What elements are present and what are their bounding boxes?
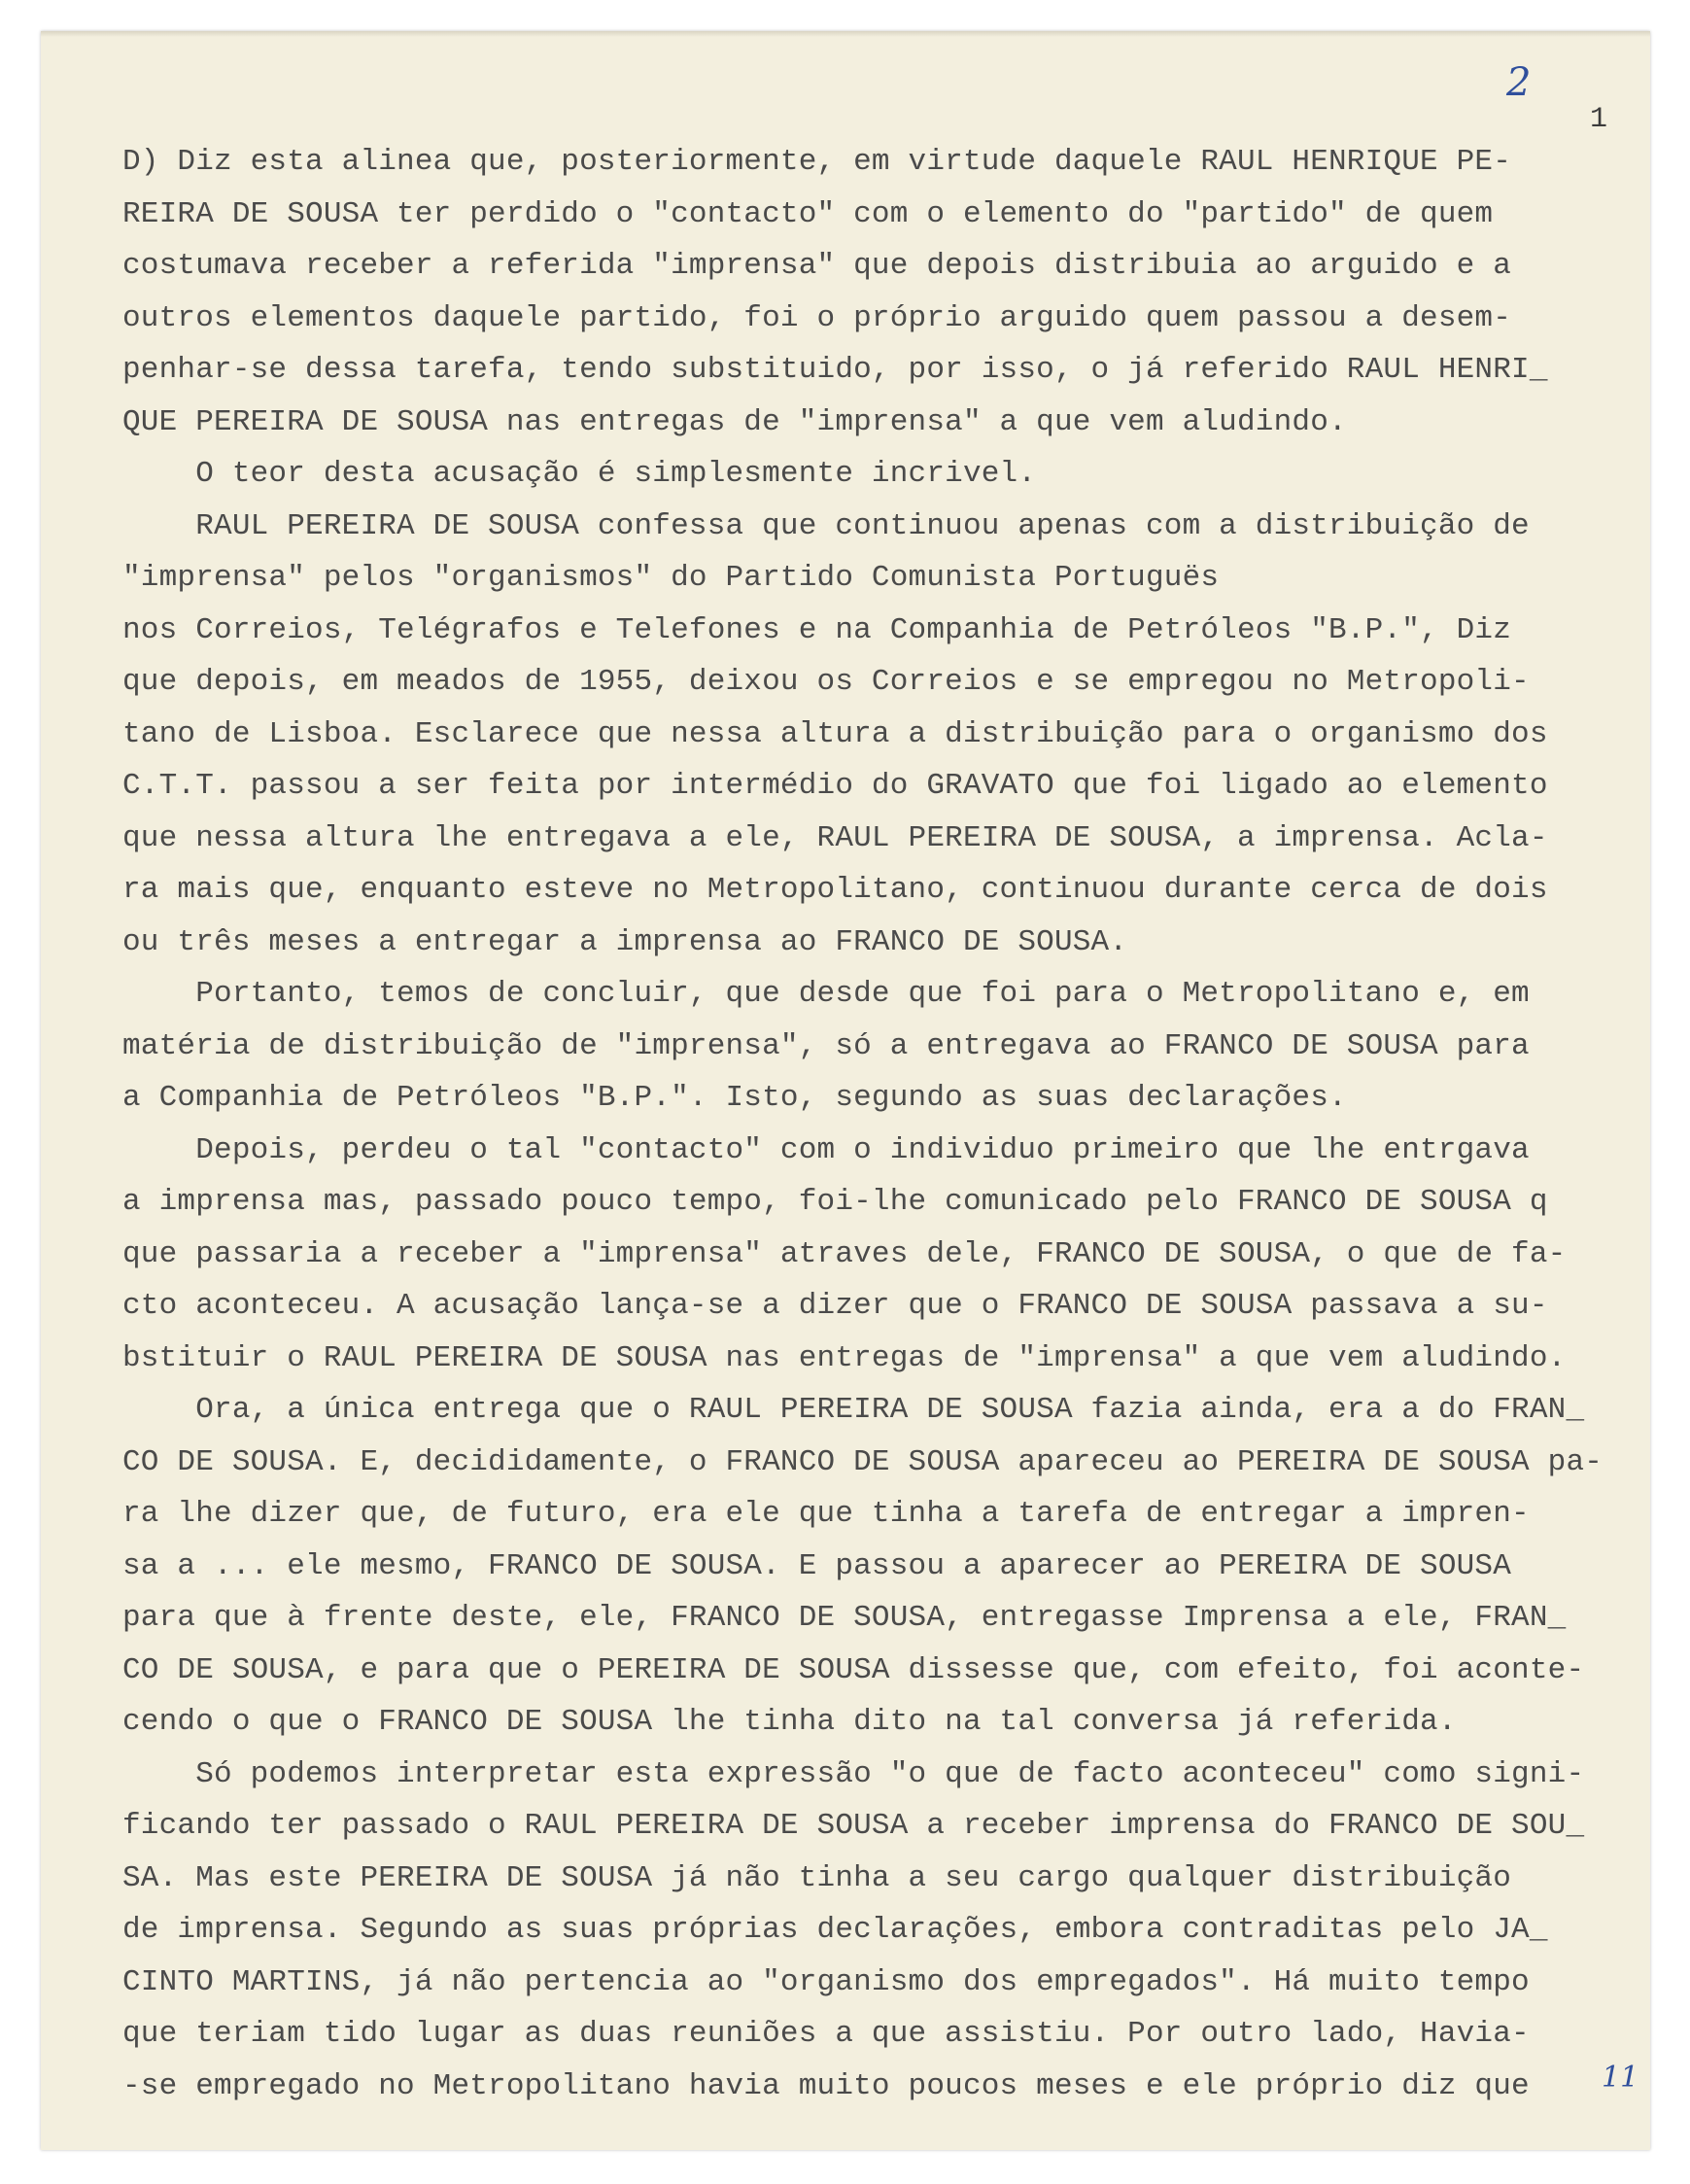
- text-line: sa a ... ele mesmo, FRANCO DE SOUSA. E passou a aparecer ao PEREIRA DE SOUSA: [122, 1548, 1512, 1583]
- text-line: matéria de distribuição de "imprensa", só a entregava ao FRANCO DE SOUSA para: [122, 1028, 1530, 1063]
- text-line: D) Diz esta alinea que, posteriormente, em virtude daquele RAUL HENRIQUE PE-: [122, 145, 1512, 179]
- text-line: tano de Lisboa. Esclarece que nessa altura a distribuição para o organismo dos: [122, 716, 1548, 751]
- handwritten-page-mark: 2: [1506, 60, 1532, 105]
- text-line: que teriam tido lugar as duas reuniões a que assistiu. Por outro lado, Havia-: [122, 2017, 1530, 2051]
- text-line: que passaria a receber a "imprensa" atraves dele, FRANCO DE SOUSA, o que de fa-: [122, 1236, 1567, 1271]
- text-line: Portanto, temos de concluir, que desde que foi para o Metropolitano e, em: [122, 977, 1530, 1011]
- text-line: Depois, perdeu o tal "contacto" com o individuo primeiro que lhe entrgava: [122, 1132, 1530, 1167]
- text-line: a Companhia de Petróleos "B.P.". Isto, segundo as suas declarações.: [122, 1081, 1347, 1115]
- text-line: que nessa altura lhe entregava a ele, RAUL PEREIRA DE SOUSA, a imprensa. Acla-: [122, 820, 1548, 855]
- text-line: ficando ter passado o RAUL PEREIRA DE SOUSA a receber imprensa do FRANCO DE SOU_: [122, 1809, 1585, 1843]
- text-line: cto aconteceu. A acusação lança-se a dizer que o FRANCO DE SOUSA passava a su-: [122, 1289, 1548, 1323]
- text-line: de imprensa. Segundo as suas próprias declarações, embora contraditas pelo JA_: [122, 1913, 1548, 1947]
- page-edge: [41, 31, 1650, 37]
- text-line: C.T.T. passou a ser feita por intermédio do GRAVATO que foi ligado ao elemento: [122, 769, 1548, 803]
- text-line: bstituir o RAUL PEREIRA DE SOUSA nas entregas de "imprensa" a que vem aludindo.: [122, 1340, 1567, 1375]
- text-line: CINTO MARTINS, já não pertencia ao "organismo dos empregados". Há muito tempo: [122, 1964, 1530, 1999]
- typewritten-text: [122, 136, 1638, 2112]
- text-line: -se empregado no Metropolitano havia muito poucos meses e ele próprio diz que: [122, 2068, 1530, 2103]
- text-line: ra mais que, enquanto esteve no Metropolitano, continuou durante cerca de dois: [122, 873, 1548, 907]
- handwritten-sheet-number: 11: [1602, 2061, 1639, 2095]
- text-line: a imprensa mas, passado pouco tempo, foi-lhe comunicado pelo FRANCO DE SOUSA q: [122, 1185, 1548, 1219]
- page-number: 1: [1590, 103, 1608, 136]
- text-line: que depois, em meados de 1955, deixou os Correios e se empregou no Metropoli-: [122, 665, 1530, 699]
- text-line: QUE PEREIRA DE SOUSA nas entregas de "imprensa" a que vem aludindo.: [122, 404, 1347, 439]
- text-line: outros elementos daquele partido, foi o próprio arguido quem passou a desem-: [122, 300, 1512, 335]
- document-page: [41, 31, 1650, 2150]
- text-line: O teor desta acusação é simplesmente incrivel.: [122, 457, 1037, 491]
- text-line: nos Correios, Telégrafos e Telefones e na Companhia de Petróleos "B.P.", Diz: [122, 612, 1512, 647]
- text-line: para que à frente deste, ele, FRANCO DE SOUSA, entregasse Imprensa a ele, FRAN_: [122, 1601, 1567, 1635]
- text-line: cendo o que o FRANCO DE SOUSA lhe tinha dito na tal conversa já referida.: [122, 1705, 1457, 1739]
- text-line: REIRA DE SOUSA ter perdido o "contacto" com o elemento do "partido" de quem: [122, 196, 1494, 231]
- text-line: CO DE SOUSA, e para que o PEREIRA DE SOUSA dissesse que, com efeito, foi aconte-: [122, 1652, 1585, 1687]
- text-line: CO DE SOUSA. E, decididamente, o FRANCO DE SOUSA apareceu ao PEREIRA DE SOUSA pa-: [122, 1444, 1604, 1479]
- text-line: Ora, a única entrega que o RAUL PEREIRA DE SOUSA fazia ainda, era a do FRAN_: [122, 1393, 1585, 1427]
- text-line: costumava receber a referida "imprensa" que depois distribuia ao arguido e a: [122, 249, 1512, 283]
- text-line: RAUL PEREIRA DE SOUSA confessa que continuou apenas com a distribuição de: [122, 508, 1530, 543]
- text-line: ra lhe dizer que, de futuro, era ele que tinha a tarefa de entregar a impren-: [122, 1497, 1530, 1531]
- text-line: ou três meses a entregar a imprensa ao FRANCO DE SOUSA.: [122, 924, 1128, 959]
- text-line: SA. Mas este PEREIRA DE SOUSA já não tinha a seu cargo qualquer distribuição: [122, 1860, 1512, 1895]
- text-line: "imprensa" pelos "organismos" do Partido Comunista Portuguës: [122, 561, 1220, 595]
- text-line: penhar-se dessa tarefa, tendo substituido, por isso, o já referido RAUL HENRI_: [122, 353, 1548, 387]
- text-line: Só podemos interpretar esta expressão "o que de facto aconteceu" como signi-: [122, 1756, 1585, 1791]
